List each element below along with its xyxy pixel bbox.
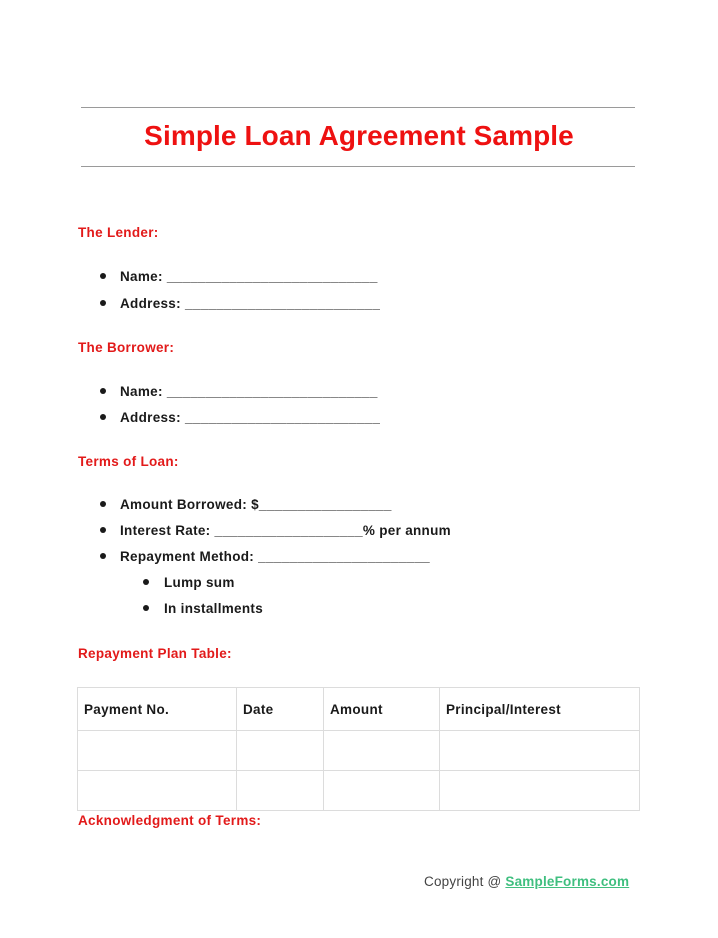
- repayment-method-field: Repayment Method: ______________________: [120, 549, 430, 564]
- table-cell: [440, 771, 640, 811]
- copyright-text: Copyright @: [424, 874, 506, 889]
- bullet-icon: [100, 414, 106, 420]
- copyright-footer: [424, 874, 629, 889]
- column-header: Principal/Interest: [440, 688, 640, 731]
- option-lump-sum: Lump sum: [164, 575, 235, 590]
- table-cell: [78, 771, 237, 811]
- bullet-icon: [100, 553, 106, 559]
- lender-heading: The Lender:: [78, 225, 159, 240]
- table-cell: [237, 771, 324, 811]
- table-header-row: [78, 688, 640, 731]
- borrower-address-field: Address: _________________________: [120, 410, 381, 425]
- option-installments: In installments: [164, 601, 264, 616]
- amount-borrowed-field: Amount Borrowed: $_________________: [120, 497, 392, 512]
- column-header: Date: [237, 688, 324, 731]
- table-row: [78, 731, 640, 771]
- bullet-icon: [100, 300, 106, 306]
- bullet-icon: [100, 501, 106, 507]
- repayment-plan-table: [77, 687, 640, 811]
- borrower-name-field: Name: ___________________________: [120, 384, 378, 399]
- document-title: Simple Loan Agreement Sample: [144, 120, 574, 151]
- bottom-divider: [81, 166, 635, 167]
- column-header: Amount: [324, 688, 440, 731]
- bullet-icon: [143, 579, 149, 585]
- terms-heading: Terms of Loan:: [78, 454, 179, 469]
- brand-link[interactable]: SampleForms.com: [505, 874, 630, 889]
- bullet-icon: [143, 605, 149, 611]
- table-row: [78, 771, 640, 811]
- lender-name-field: Name: ___________________________: [120, 269, 378, 284]
- bullet-icon: [100, 273, 106, 279]
- acknowledgment-heading: Acknowledgment of Terms:: [78, 813, 262, 828]
- top-divider: [81, 107, 635, 108]
- table-cell: [324, 771, 440, 811]
- bullet-icon: [100, 527, 106, 533]
- table-cell: [440, 731, 640, 771]
- table-cell: [237, 731, 324, 771]
- borrower-heading: The Borrower:: [78, 340, 175, 355]
- table-cell: [324, 731, 440, 771]
- interest-rate-field: Interest Rate: ___________________% per annum: [120, 523, 451, 538]
- bullet-icon: [100, 388, 106, 394]
- column-header: Payment No.: [78, 688, 237, 731]
- repayment-heading: Repayment Plan Table:: [78, 646, 232, 661]
- table-cell: [78, 731, 237, 771]
- lender-address-field: Address: _________________________: [120, 296, 381, 311]
